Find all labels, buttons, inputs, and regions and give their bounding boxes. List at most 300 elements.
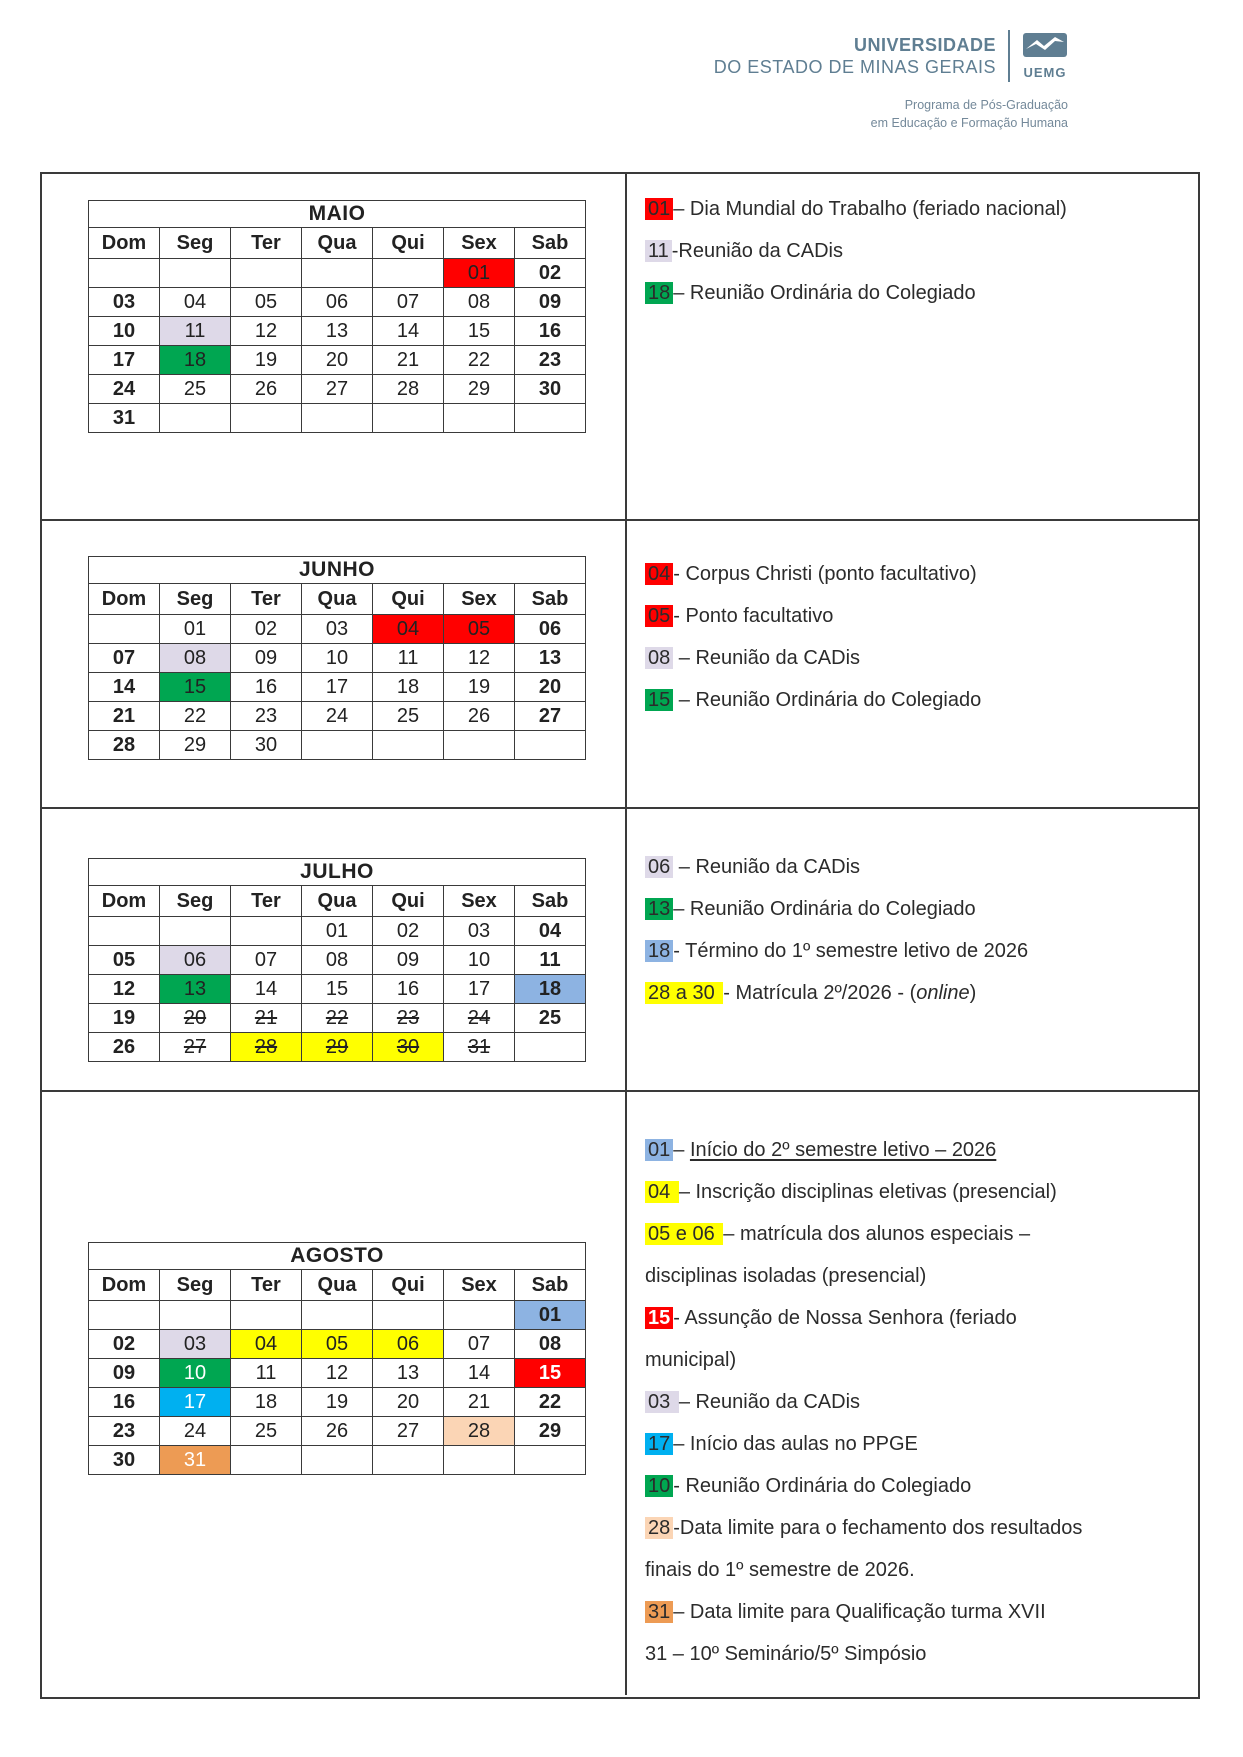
day-cell: 22 [160,702,231,731]
day-cell [373,1446,444,1475]
day-cell: 01 [302,917,373,946]
brand-text [714,34,996,79]
day-cell: 30 [515,375,586,404]
day-cell: 25 [231,1417,302,1446]
calendar-week-row [89,702,586,731]
weekday-header-row [89,228,586,259]
weekday-header: Qui [373,228,444,259]
day-cell: 26 [89,1033,160,1062]
calendar-week-row [89,1330,586,1359]
calendar-grid [40,172,1200,1699]
day-cell: 09 [89,1359,160,1388]
weekday-header: Qua [302,1270,373,1301]
legend-text: – Reunião da CADis [673,647,861,669]
legend-date-chip: 04 [645,563,673,585]
day-cell: 27 [302,375,373,404]
day-cell: 19 [444,673,515,702]
calendar-week-row [89,644,586,673]
weekday-header: Qua [302,886,373,917]
legend-text: - Assunção de Nossa Senhora (feriado municipal) [645,1307,1017,1371]
day-cell [302,1446,373,1475]
legend-date-chip: 06 [645,856,673,878]
day-cell: 10 [160,1359,231,1388]
day-cell: 02 [373,917,444,946]
legend-item [645,595,1105,637]
calendar-week-row [89,288,586,317]
calendar-cell-julho [42,809,627,1090]
weekday-header: Sab [515,1270,586,1301]
uemg-acronym: UEMG [1023,65,1067,80]
day-cell: 08 [302,946,373,975]
day-cell: 13 [302,317,373,346]
day-cell: 11 [231,1359,302,1388]
legend-item [645,1591,1105,1633]
day-cell: 11 [373,644,444,673]
day-cell: 26 [444,702,515,731]
legend-item [645,1297,1105,1381]
brand-divider [1008,30,1010,82]
weekday-header: Qui [373,886,444,917]
day-cell [160,917,231,946]
weekday-header: Dom [89,584,160,615]
day-cell: 20 [515,673,586,702]
day-cell: 28 [373,375,444,404]
day-cell: 15 [515,1359,586,1388]
weekday-header: Qui [373,584,444,615]
day-cell: 03 [160,1330,231,1359]
legend-date-chip: 28 [645,1517,673,1539]
legend-date-chip: 01 [645,1139,673,1161]
calendar-table-agosto [88,1242,586,1475]
weekday-header: Ter [231,584,302,615]
calendar-week-row [89,975,586,1004]
day-cell: 03 [302,615,373,644]
day-cell: 23 [373,1004,444,1033]
calendar-week-row [89,1301,586,1330]
day-cell: 23 [89,1417,160,1446]
legend-text: - Matrícula 2º/2026 - ( [723,982,917,1004]
day-cell: 30 [231,731,302,760]
day-cell: 03 [444,917,515,946]
calendar-week-row [89,375,586,404]
day-cell [89,1301,160,1330]
day-cell: 13 [373,1359,444,1388]
legend-text: -Data limite para o fechamento dos resultados finais do 1º semestre de 2026. [645,1517,1083,1581]
day-cell: 27 [515,702,586,731]
day-cell: 24 [302,702,373,731]
day-cell: 14 [444,1359,515,1388]
legend-date-chip: 04 [645,1181,679,1203]
legend-date-chip: 15 [645,1307,673,1329]
day-cell: 04 [373,615,444,644]
weekday-header: Dom [89,886,160,917]
day-cell: 01 [444,259,515,288]
calendar-table-junho [88,556,586,760]
day-cell: 26 [302,1417,373,1446]
legend-text: – Início das aulas no PPGE [673,1433,918,1455]
day-cell: 31 [160,1446,231,1475]
day-cell [373,1301,444,1330]
day-cell: 28 [231,1033,302,1062]
day-cell: 07 [444,1330,515,1359]
day-cell [231,259,302,288]
legend-text: – Reunião Ordinária do Colegiado [673,282,976,304]
day-cell [160,1301,231,1330]
legend-date-chip: 15 [645,689,673,711]
day-cell: 21 [373,346,444,375]
day-cell [302,731,373,760]
calendar-week-row [89,673,586,702]
day-cell [231,1446,302,1475]
day-cell: 12 [89,975,160,1004]
day-cell: 22 [444,346,515,375]
weekday-header-row [89,886,586,917]
legend-item [645,188,1105,230]
day-cell: 01 [515,1301,586,1330]
calendar-week-row [89,917,586,946]
legend-text: -Reunião da CADis [671,240,843,262]
day-cell: 16 [89,1388,160,1417]
weekday-header: Sab [515,886,586,917]
weekday-header: Dom [89,1270,160,1301]
day-cell: 10 [444,946,515,975]
day-cell: 04 [515,917,586,946]
day-cell: 30 [373,1033,444,1062]
legend-text: – Reunião Ordinária do Colegiado [673,689,982,711]
calendar-week-row [89,946,586,975]
legend-item [645,1171,1105,1213]
day-cell: 30 [89,1446,160,1475]
legend-text: - Ponto facultativo [673,605,834,627]
day-cell: 08 [515,1330,586,1359]
day-cell [373,259,444,288]
legend-text: - Corpus Christi (ponto facultativo) [673,563,977,585]
legend-date-chip: 31 [645,1601,673,1623]
day-cell: 15 [444,317,515,346]
day-cell: 29 [444,375,515,404]
day-cell: 23 [515,346,586,375]
calendar-week-row [89,1388,586,1417]
weekday-header: Seg [160,228,231,259]
legend-text: - Reunião Ordinária do Colegiado [673,1475,972,1497]
legend-text: – Reunião da CADis [673,856,861,878]
brand-row [714,30,1068,82]
legend-text: 31 – 10º Seminário/5º Simpósio [645,1643,927,1665]
calendar-cell-agosto [42,1092,627,1695]
month-title-row [89,1243,586,1270]
day-cell: 09 [515,288,586,317]
day-cell: 29 [302,1033,373,1062]
day-cell: 29 [160,731,231,760]
day-cell: 28 [444,1417,515,1446]
month-title: MAIO [89,201,586,228]
calendar-week-row [89,1359,586,1388]
day-cell [444,1446,515,1475]
day-cell [515,1033,586,1062]
day-cell [302,404,373,433]
calendar-week-row [89,404,586,433]
day-cell: 20 [373,1388,444,1417]
month-title: JULHO [89,859,586,886]
calendar-week-row [89,259,586,288]
day-cell: 24 [89,375,160,404]
calendar-week-row [89,317,586,346]
legend-item [645,637,1105,679]
legend-text: - Término do 1º semestre letivo de 2026 [673,940,1029,962]
legend-date-chip: 11 [645,240,672,262]
legend-item [645,272,1105,314]
legend-date-chip: 01 [645,198,673,220]
legend-text: – matrícula dos alunos especiais – disciplinas isoladas (presencial) [645,1223,1031,1287]
day-cell [515,731,586,760]
day-cell: 02 [89,1330,160,1359]
weekday-header: Sex [444,584,515,615]
day-cell: 02 [515,259,586,288]
day-cell: 25 [515,1004,586,1033]
day-cell: 05 [302,1330,373,1359]
day-cell [89,615,160,644]
month-title: JUNHO [89,557,586,584]
legend-item [645,1507,1105,1591]
uemg-logo [1022,32,1068,80]
day-cell: 22 [302,1004,373,1033]
day-cell: 07 [89,644,160,673]
legend-item [645,888,1105,930]
day-cell [515,1446,586,1475]
day-cell: 27 [160,1033,231,1062]
legend-text: – Reunião Ordinária do Colegiado [673,898,976,920]
program-name-line1: Programa de Pós-Graduação [904,98,1068,112]
day-cell [444,404,515,433]
legend-maio [627,174,1198,519]
weekday-header: Sex [444,228,515,259]
day-cell: 23 [231,702,302,731]
weekday-header: Sex [444,1270,515,1301]
day-cell: 24 [160,1417,231,1446]
legend-text: – Reunião da CADis [678,1391,861,1413]
program-name-line2: em Educação e Formação Humana [870,116,1068,131]
day-cell: 29 [515,1417,586,1446]
legend-text: – Data limite para Qualificação turma XVII [673,1601,1046,1623]
legend-item [645,679,1105,721]
day-cell: 31 [89,404,160,433]
legend-date-chip: 13 [645,898,673,920]
legend-item [645,1381,1105,1423]
day-cell: 25 [160,375,231,404]
weekday-header-row [89,1270,586,1301]
brand-name-line2: DO ESTADO DE MINAS GERAIS [713,57,996,77]
day-cell [302,1301,373,1330]
university-brand-block [714,30,1068,132]
day-cell: 28 [89,731,160,760]
legend-date-chip: 10 [645,1475,673,1497]
legend-text: online [916,982,970,1004]
day-cell: 16 [231,673,302,702]
day-cell: 17 [160,1388,231,1417]
legend-item [645,1213,1105,1297]
legend-text: – [673,1139,690,1161]
weekday-header: Qua [302,228,373,259]
day-cell: 15 [302,975,373,1004]
day-cell: 18 [373,673,444,702]
month-section-agosto [42,1092,1198,1695]
weekday-header: Seg [160,1270,231,1301]
day-cell: 20 [302,346,373,375]
day-cell [373,404,444,433]
day-cell: 12 [302,1359,373,1388]
month-section-maio [42,174,1198,521]
day-cell: 21 [444,1388,515,1417]
calendar-cell-maio [42,174,627,519]
legend-julho [627,809,1198,1090]
program-name [714,96,1068,132]
brand-name-line1: UNIVERSIDADE [853,34,996,55]
day-cell: 05 [89,946,160,975]
weekday-header: Seg [160,886,231,917]
legend-date-chip: 03 [645,1391,679,1413]
legend-item [645,1423,1105,1465]
legend-item [645,1633,1105,1675]
day-cell [515,404,586,433]
day-cell: 31 [444,1033,515,1062]
day-cell: 12 [444,644,515,673]
day-cell: 21 [89,702,160,731]
calendar-week-row [89,1004,586,1033]
weekday-header: Sab [515,228,586,259]
calendar-table-maio [88,200,586,433]
legend-agosto [627,1092,1198,1695]
weekday-header-row [89,584,586,615]
day-cell: 17 [89,346,160,375]
day-cell: 14 [89,673,160,702]
month-section-junho [42,521,1198,809]
legend-item [645,846,1105,888]
weekday-header: Ter [231,1270,302,1301]
day-cell: 08 [160,644,231,673]
uemg-flag-icon [1022,32,1068,63]
legend-date-chip: 08 [645,647,673,669]
legend-item [645,1129,1105,1171]
day-cell: 11 [160,317,231,346]
weekday-header: Sex [444,886,515,917]
day-cell: 14 [373,317,444,346]
day-cell: 22 [515,1388,586,1417]
day-cell: 09 [373,946,444,975]
month-title-row [89,201,586,228]
legend-text: – Dia Mundial do Trabalho (feriado nacional) [673,198,1067,220]
day-cell: 06 [515,615,586,644]
day-cell [160,404,231,433]
legend-date-chip: 18 [645,940,673,962]
day-cell [444,731,515,760]
day-cell [373,731,444,760]
weekday-header: Qui [373,1270,444,1301]
day-cell: 02 [231,615,302,644]
day-cell: 17 [302,673,373,702]
day-cell: 04 [231,1330,302,1359]
day-cell [231,1301,302,1330]
day-cell: 19 [231,346,302,375]
legend-text: Início do 2º semestre letivo – 2026 [689,1139,997,1161]
day-cell [89,917,160,946]
day-cell [444,1301,515,1330]
day-cell: 18 [231,1388,302,1417]
legend-item [645,230,1105,272]
month-section-julho [42,809,1198,1092]
weekday-header: Seg [160,584,231,615]
calendar-week-row [89,615,586,644]
legend-item [645,1465,1105,1507]
day-cell: 14 [231,975,302,1004]
weekday-header: Ter [231,228,302,259]
day-cell: 13 [160,975,231,1004]
day-cell: 06 [302,288,373,317]
day-cell: 16 [515,317,586,346]
day-cell [231,917,302,946]
day-cell [89,259,160,288]
legend-text: ) [969,982,977,1004]
day-cell: 04 [160,288,231,317]
day-cell: 24 [444,1004,515,1033]
calendar-week-row [89,1417,586,1446]
legend-date-chip: 05 [645,605,673,627]
day-cell: 05 [231,288,302,317]
day-cell: 12 [231,317,302,346]
day-cell: 18 [160,346,231,375]
legend-date-chip: 05 e 06 [645,1223,723,1245]
day-cell: 17 [444,975,515,1004]
day-cell [160,259,231,288]
calendar-week-row [89,731,586,760]
calendar-cell-junho [42,521,627,807]
day-cell: 03 [89,288,160,317]
legend-junho [627,521,1198,807]
day-cell: 18 [515,975,586,1004]
day-cell: 15 [160,673,231,702]
day-cell: 01 [160,615,231,644]
calendar-week-row [89,346,586,375]
day-cell: 25 [373,702,444,731]
legend-item [645,930,1105,972]
day-cell: 20 [160,1004,231,1033]
calendar-week-row [89,1033,586,1062]
weekday-header: Sab [515,584,586,615]
day-cell: 08 [444,288,515,317]
calendar-week-row [89,1446,586,1475]
day-cell: 05 [444,615,515,644]
day-cell: 10 [302,644,373,673]
day-cell: 21 [231,1004,302,1033]
weekday-header: Qua [302,584,373,615]
day-cell: 26 [231,375,302,404]
month-title-row [89,557,586,584]
weekday-header: Dom [89,228,160,259]
day-cell: 27 [373,1417,444,1446]
day-cell: 06 [160,946,231,975]
day-cell: 19 [89,1004,160,1033]
day-cell: 07 [373,288,444,317]
day-cell: 19 [302,1388,373,1417]
day-cell: 06 [373,1330,444,1359]
legend-date-chip: 28 a 30 [645,982,723,1004]
day-cell: 10 [89,317,160,346]
legend-date-chip: 17 [645,1433,673,1455]
legend-text: – Inscrição disciplinas eletivas (presencial) [678,1181,1057,1203]
month-title: AGOSTO [89,1243,586,1270]
day-cell: 11 [515,946,586,975]
legend-item [645,972,1105,1014]
day-cell [302,259,373,288]
